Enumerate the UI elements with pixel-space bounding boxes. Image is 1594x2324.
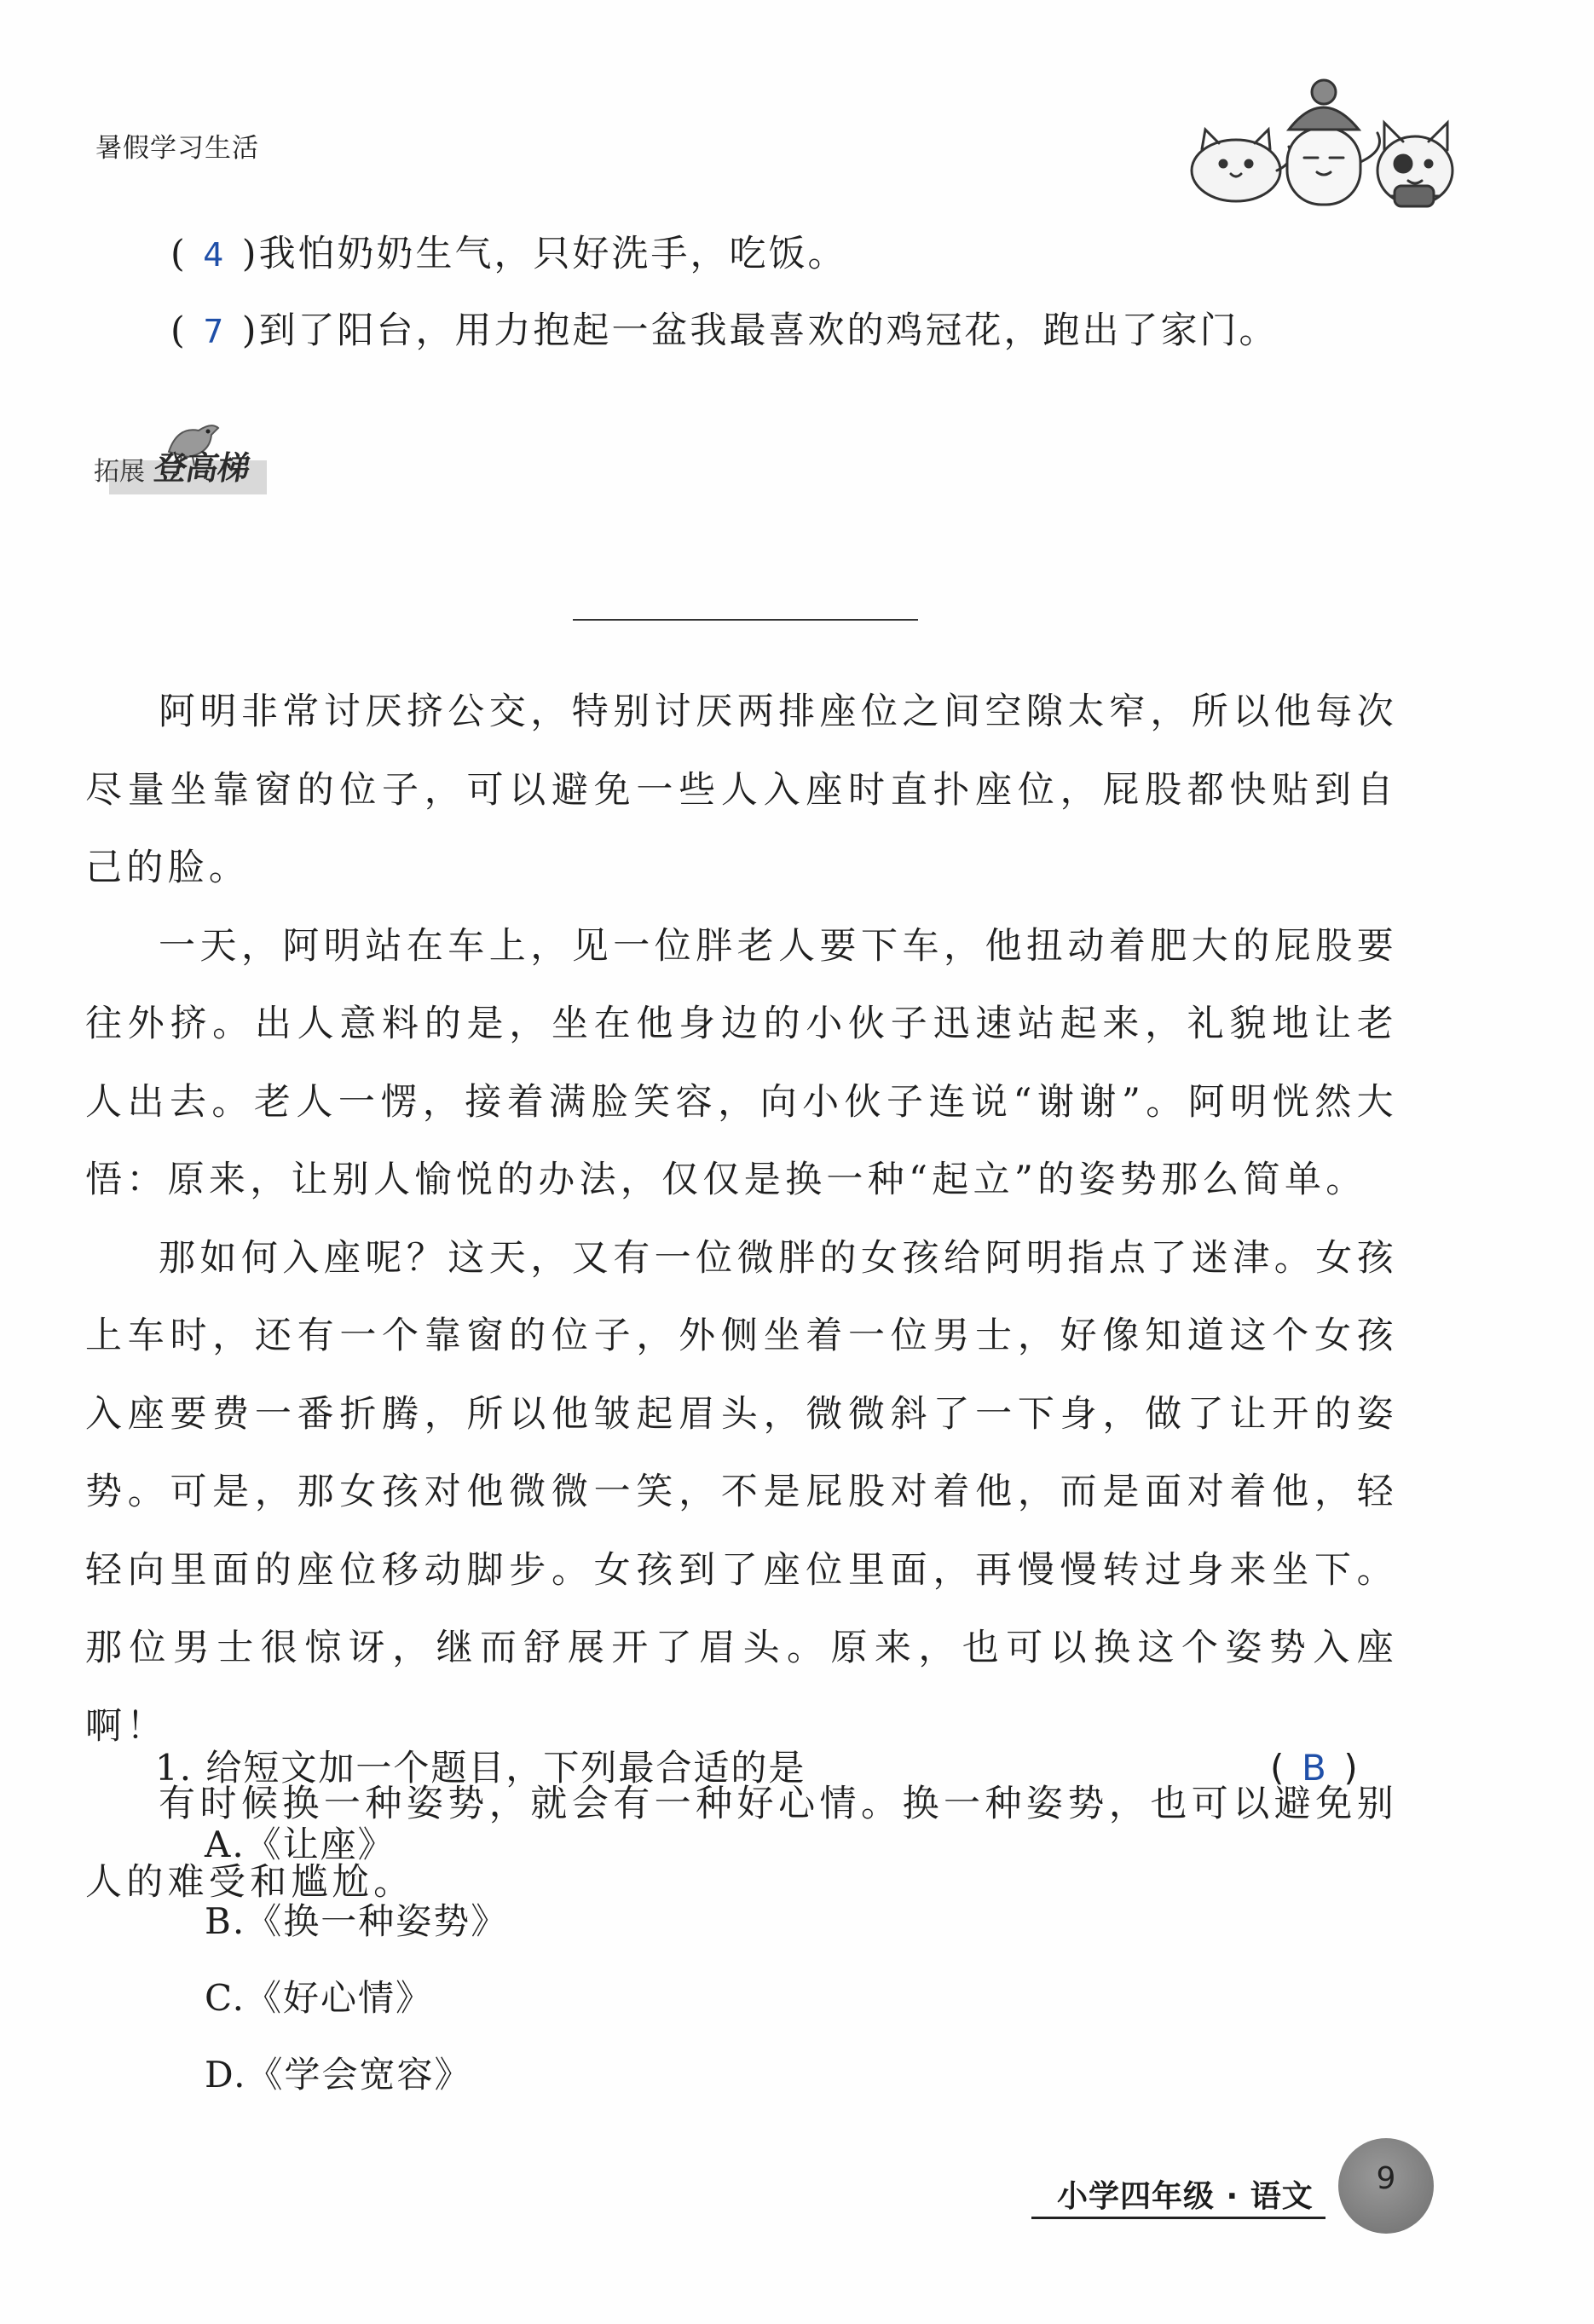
question-answer: B bbox=[1301, 1747, 1326, 1789]
section-badge-title: 登高梯 bbox=[151, 449, 253, 487]
order-number: 7 bbox=[203, 313, 227, 350]
question-stem: 1. 给短文加一个题目，下列最合适的是 bbox=[155, 1747, 806, 1789]
order-number: 4 bbox=[203, 236, 227, 274]
ordering-text: 到了阳台，用力抱起一盆我最喜欢的鸡冠花，跑出了家门。 bbox=[258, 309, 1279, 352]
reading-passage bbox=[85, 673, 1398, 1922]
footer-rule bbox=[1031, 2217, 1325, 2219]
option-d: D.《学会宽容》 bbox=[205, 2054, 472, 2096]
ordering-line: ( 4 )我怕奶奶生气，只好洗手，吃饭。 bbox=[170, 228, 847, 280]
passage-paragraph: 一天，阿明站在车上，见一位胖老人要下车，他扭动着肥大的屁股要往外挤。出人意料的是，坐在他身边的小伙子迅速站起来，礼貌地让老人出去。老人一愣，接着满脸笑容，向小伙子连说“谢谢”。阿明恍然大悟：原来，让别人愉悦的办法，仅仅是换一种“起立”的姿势那么简单。 bbox=[85, 924, 1398, 1201]
ordering-line: ( 7 )到了阳台，用力抱起一盆我最喜欢的鸡冠花，跑出了家门。 bbox=[170, 305, 1279, 357]
footer-label: 小学四年级 · 语文 bbox=[1057, 2179, 1314, 2214]
passage-paragraph: 有时候换一种姿势，就会有一种好心情。换一种姿势，也可以避免别人的难受和尴尬。 bbox=[85, 1783, 1398, 1904]
option-b: B.《换一种姿势》 bbox=[205, 1900, 509, 1942]
passage-paragraph: 阿明非常讨厌挤公交，特别讨厌两排座位之间空隙太窄，所以他每次尽量坐靠窗的位子，可以避免一些人入座时直扑座位，屁股都快贴到自己的脸。 bbox=[85, 691, 1398, 889]
page-number: 9 bbox=[1376, 2161, 1396, 2196]
title-answer-blank bbox=[573, 619, 918, 621]
ordering-text: 我怕奶奶生气，只好洗手，吃饭。 bbox=[258, 233, 847, 275]
option-c: C.《好心情》 bbox=[205, 1977, 433, 2019]
question-answer-bracket: ( B ) bbox=[1270, 1743, 1358, 1794]
passage-paragraph: 那如何入座呢？这天，又有一位微胖的女孩给阿明指点了迷津。女孩上车时，还有一个靠窗的位子，外侧坐着一位男士，好像知道这个女孩入座要费一番折腾，所以他皱起眉头，微微斜了一下身，做了让开的姿势。可是，那女孩对他微微一笑，不是屁股对着他，而是面对着他，轻轻向里面的座位移动脚步。女孩到了座位里面，再慢慢转过身来坐下。那位男士很惊讶，继而舒展开了眉头。原来，也可以换这个姿势入座啊！ bbox=[85, 1236, 1398, 1748]
cats-illustration bbox=[1176, 68, 1458, 213]
header-title: 暑假学习生活 bbox=[95, 133, 259, 164]
section-badge-label: 拓展 bbox=[94, 457, 145, 487]
option-a: A.《让座》 bbox=[205, 1824, 396, 1865]
